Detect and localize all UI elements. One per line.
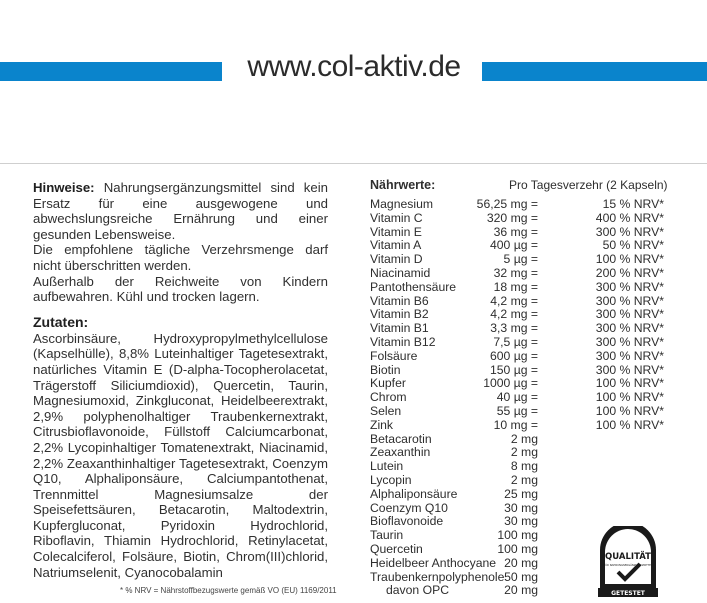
- nutrition-row: [370, 350, 670, 364]
- header-bar-right: [482, 62, 707, 81]
- nutrient-name: Quercetin: [370, 541, 423, 556]
- nutrient-amount: 40 µg =: [496, 390, 538, 405]
- nutrition-row: [370, 295, 670, 309]
- nutrient-name: Chrom: [370, 390, 407, 405]
- nutrient-amount: 10 mg =: [493, 417, 538, 432]
- nutrient-name: Vitamin C: [370, 210, 423, 225]
- nutrition-row: [370, 433, 670, 447]
- nutrient-amount: 5 µg =: [503, 252, 538, 267]
- nutrient-name: Lycopin: [370, 472, 412, 487]
- nutrition-row: [370, 460, 670, 474]
- nutrition-row: [370, 377, 670, 391]
- seal-bottom-text: GETESTET: [611, 590, 645, 597]
- nutrition-row: [370, 226, 670, 240]
- nutrient-amount: 400 µg =: [489, 238, 538, 253]
- nutrient-nrv: 100 % NRV*: [595, 403, 664, 418]
- nutrient-amount: 32 mg =: [493, 265, 538, 280]
- nutrient-name: Coenzym Q10: [370, 500, 448, 515]
- nutrient-name: Niacinamid: [370, 265, 431, 280]
- nrv-footnote: * % NRV = Nährstoffbezugswerte gemäß VO (EU) 1169/2011: [120, 586, 337, 595]
- nutrient-amount: 2 mg: [510, 445, 538, 460]
- hinweise-paragraph: [33, 180, 328, 242]
- nutrition-row: [370, 239, 670, 253]
- nutrient-name: Zeaxanthin: [370, 445, 431, 460]
- nutrition-row: [370, 419, 670, 433]
- nutrition-row: [370, 405, 670, 419]
- nutrient-amount: 100 mg: [497, 528, 538, 543]
- nutrient-nrv: 300 % NRV*: [595, 293, 664, 308]
- nutrition-row: [370, 391, 670, 405]
- nutrient-name: Vitamin B6: [370, 293, 429, 308]
- nutrient-nrv: 200 % NRV*: [595, 265, 664, 280]
- nutrient-name: Vitamin A: [370, 238, 422, 253]
- quality-seal-icon: [594, 526, 662, 598]
- nutrient-amount: 320 mg =: [486, 210, 538, 225]
- nutrition-row: [370, 502, 670, 516]
- nutrient-amount: 36 mg =: [493, 224, 538, 239]
- nutrition-row: [370, 308, 670, 322]
- nutrient-amount: 8 mg: [510, 459, 538, 474]
- nutrient-amount: 150 µg =: [489, 362, 538, 377]
- hinweise-storage: Außerhalb der Reichweite von Kindern aufbewahren. Kühl und trocken lagern.: [33, 273, 328, 305]
- nutrient-nrv: 100 % NRV*: [595, 376, 664, 391]
- nutrient-nrv: 15 % NRV*: [602, 197, 664, 211]
- hinweise-lead: Nahrungsergänzungsmittel sind kein Ersatz für eine ausgewogene und abwechslungsreiche Ernährung und einer gesunden Lebensweise.: [33, 180, 328, 242]
- nutrient-amount: 3,3 mg =: [490, 321, 538, 336]
- nutrient-nrv: 300 % NRV*: [595, 334, 664, 349]
- nutrient-name: Betacarotin: [370, 431, 432, 446]
- nutrient-name: Taurin: [370, 528, 404, 543]
- nutrient-amount: 1000 µg =: [483, 376, 538, 391]
- nutrition-header: [370, 178, 670, 194]
- nutrient-name: davon OPC: [386, 583, 450, 598]
- nutrition-row: [370, 488, 670, 502]
- nutrient-nrv: 400 % NRV*: [595, 210, 664, 225]
- nutrient-amount: 25 mg: [504, 486, 538, 501]
- nutrient-name: Selen: [370, 403, 402, 418]
- nutrient-nrv: 300 % NRV*: [595, 224, 664, 239]
- nutrient-name: Vitamin D: [370, 252, 423, 267]
- nutrient-nrv: 100 % NRV*: [595, 252, 664, 267]
- nutrient-amount: 20 mg: [504, 555, 538, 570]
- nutrition-row: [370, 474, 670, 488]
- nutrient-name: Heidelbeer Anthocyane: [370, 555, 497, 570]
- nutrient-name: Zink: [370, 417, 394, 432]
- nutrient-name: Kupfer: [370, 376, 406, 391]
- nutrition-row: [370, 364, 670, 378]
- nutrition-row: [370, 198, 670, 212]
- nutrient-amount: 55 µg =: [496, 403, 538, 418]
- nutrient-amount: 7,5 µg =: [493, 334, 538, 349]
- nutrition-row: [370, 336, 670, 350]
- header-bar-left: [0, 62, 222, 81]
- nutrient-nrv: 300 % NRV*: [595, 362, 664, 377]
- zutaten-heading: Zutaten:: [33, 313, 89, 330]
- nutrient-nrv: 300 % NRV*: [595, 279, 664, 294]
- nutrient-name: Vitamin B2: [370, 307, 429, 322]
- nutrient-name: Vitamin E: [370, 224, 422, 239]
- nutrient-amount: 20 mg: [504, 583, 538, 598]
- nutrient-name: Alphaliponsäure: [370, 486, 458, 501]
- info-column: [33, 180, 328, 580]
- nutrition-row: [370, 253, 670, 267]
- nutrient-name: Traubenkernpolyphenole: [370, 569, 505, 584]
- nutrition-row: [370, 281, 670, 295]
- nutrient-name: Lutein: [370, 459, 404, 474]
- hinweise-dose: Die empfohlene tägliche Verzehrsmenge darf nicht überschritten werden.: [33, 242, 328, 273]
- nutrient-amount: 56,25 mg =: [476, 197, 538, 211]
- nutrient-amount: 50 mg: [504, 569, 538, 584]
- seal-sub-text: FÜR NAHRUNGSERGÄNZUNGSMITTEL: [603, 564, 653, 567]
- nutrient-name: Vitamin B12: [370, 334, 436, 349]
- nutrition-row: [370, 212, 670, 226]
- divider: [0, 163, 707, 164]
- nutrition-subheading: Pro Tagesverzehr (2 Kapseln): [509, 178, 668, 192]
- nutrient-name: Vitamin B1: [370, 321, 429, 336]
- nutrient-nrv: 300 % NRV*: [595, 321, 664, 336]
- nutrient-nrv: 50 % NRV*: [602, 238, 664, 253]
- nutrient-amount: 2 mg: [510, 472, 538, 487]
- zutaten-text: Ascorbinsäure, Hydroxypropylmethylcellulose (Kapselhülle), 8,8% Luteinhaltiger Tagetesextrakt, natürliches Vitamin E (D-alpha-Tocopherolacetat, Trägerstoff Siliciumdioxid), Quercetin, Taurin, Magnesiumoxid, Zinkgluconat, Heidelbeerextrakt, 2,9% polyphenolhaltiger Traubenkernextrakt, Citrusbioflavonoide, Füllstoff Calciumcarbonat, 2,2% Lycopinhaltiger Tomatenextrakt, Niacinamid, 2,2% Zeaxanthinhaltiger Tagetesextrakt, Coenzym Q10, Alphaliponsäure, Calciumpantothenat, Trennmittel Magnesiumsalze der Speisefettsäuren, Betacarotin, Maltodextrin, Kupfergluconat, Pyridoxin Hydrochlorid, Riboflavin, Thiamin Hydrochlorid, Retinylacetat, Colecalciferol, Folsäure, Biotin, Chrom(III)chlorid, Natriumselenit, Cyanocobalamin: [33, 330, 328, 580]
- nutrient-name: Bioflavonoide: [370, 514, 444, 529]
- seal-main-text: QUALITÄT: [605, 552, 651, 562]
- nutrient-amount: 4,2 mg =: [490, 307, 538, 322]
- seal-top-text: Geprüfte: [614, 536, 642, 543]
- nutrient-nrv: 100 % NRV*: [595, 417, 664, 432]
- nutrition-row: [370, 446, 670, 460]
- nutrition-row: [370, 267, 670, 281]
- nutrient-nrv: 300 % NRV*: [595, 307, 664, 322]
- nutrient-amount: 30 mg: [504, 514, 538, 529]
- nutrient-name: Magnesium: [370, 197, 433, 211]
- hinweise-heading: Hinweise:: [33, 180, 95, 195]
- nutrient-amount: 4,2 mg =: [490, 293, 538, 308]
- nutrient-amount: 18 mg =: [493, 279, 538, 294]
- website-url[interactable]: www.col-aktiv.de: [247, 50, 461, 83]
- nutrition-heading: Nährwerte:: [370, 178, 436, 192]
- nutrient-nrv: 100 % NRV*: [595, 390, 664, 405]
- nutrition-row: [370, 322, 670, 336]
- nutrient-amount: 600 µg =: [489, 348, 538, 363]
- nutrient-name: Pantothensäure: [370, 279, 457, 294]
- nutrient-name: Folsäure: [370, 348, 418, 363]
- nutrient-amount: 100 mg: [497, 541, 538, 556]
- nutrient-amount: 2 mg: [510, 431, 538, 446]
- nutrient-nrv: 300 % NRV*: [595, 348, 664, 363]
- nutrient-name: Biotin: [370, 362, 401, 377]
- nutrient-amount: 30 mg: [504, 500, 538, 515]
